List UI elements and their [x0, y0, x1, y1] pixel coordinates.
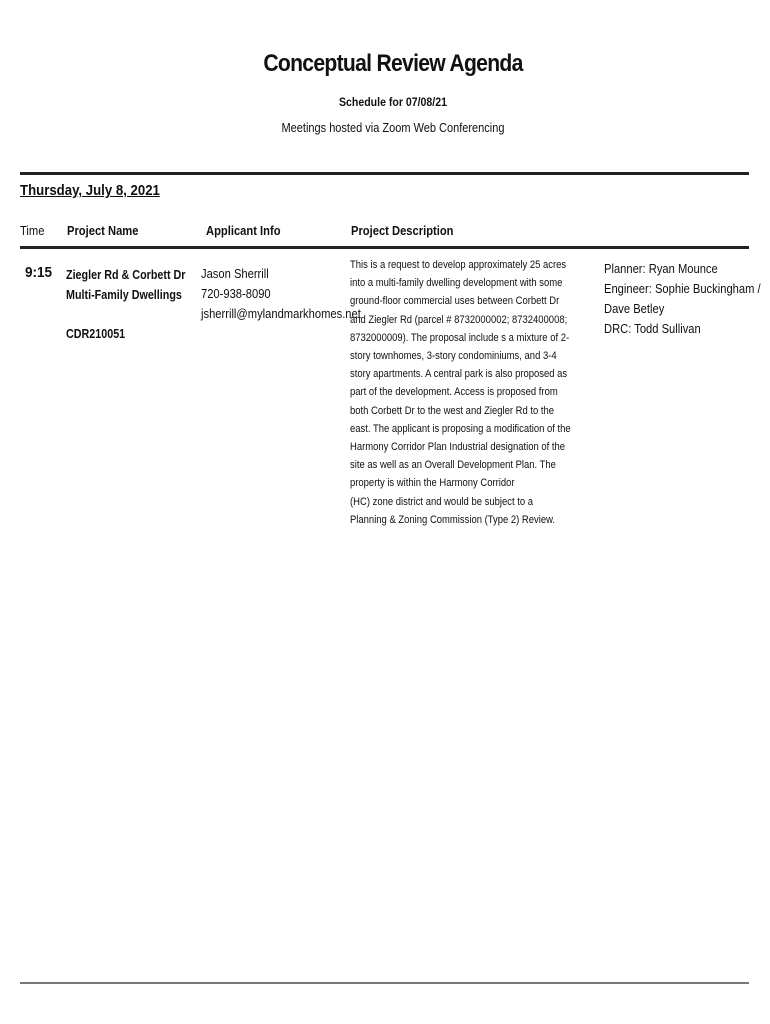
divider — [20, 172, 749, 175]
column-header-project-name: Project Name — [67, 223, 139, 238]
staff-assignments — [604, 259, 767, 339]
description-line: This is a request to develop approximately 25 acres — [350, 259, 567, 271]
applicant-name: Jason Sherrill — [201, 266, 269, 281]
description-line: both Corbett Dr to the west and Ziegler Rd to the — [350, 404, 555, 417]
description-line: east. The applicant is proposing a modification of the — [350, 422, 571, 435]
project-code: CDR210051 — [66, 327, 126, 341]
applicant-phone: 720-938-8090 — [201, 286, 271, 301]
day-heading: Thursday, July 8, 2021 — [20, 182, 160, 199]
description-line: part of the development. Access is proposed from — [350, 386, 558, 399]
project-name-line: Multi-Family Dwellings — [66, 288, 182, 302]
staff-planner: Planner: Ryan Mounce — [604, 261, 718, 276]
project-description — [350, 256, 571, 529]
row-time: 9:15 — [25, 264, 53, 281]
schedule-date: Schedule for 07/08/21 — [338, 95, 447, 109]
staff-engineer-continued: Dave Betley — [604, 301, 665, 316]
agenda-title: Conceptual Review Agenda — [263, 50, 523, 77]
project-name-line: Ziegler Rd & Corbett Dr — [66, 268, 186, 282]
description-line: into a multi-family dwelling development with some — [350, 277, 563, 290]
description-line: story townhomes, 3-story condominiums, and 3-4 — [350, 350, 557, 363]
project-name — [66, 265, 195, 305]
description-line: site as well as an Overall Development Plan. The — [350, 459, 556, 472]
column-header-time: Time — [20, 223, 45, 238]
column-header-applicant-info: Applicant Info — [206, 223, 281, 238]
meeting-note: Meetings hosted via Zoom Web Conferencing — [281, 121, 505, 135]
description-line: Harmony Corridor Plan Industrial designation of the — [350, 441, 566, 454]
description-line: story apartments. A central park is also proposed as — [350, 368, 568, 381]
applicant-email: jsherrill@mylandmarkhomes.net — [201, 306, 361, 321]
description-line: (HC) zone district and would be subject to a — [350, 495, 533, 508]
description-line: and Ziegler Rd (parcel # 8732000002; 8732400008; — [350, 313, 568, 326]
footer-divider — [20, 982, 749, 984]
description-line: 8732000009). The proposal include s a mixture of 2- — [350, 331, 570, 344]
divider — [20, 246, 749, 249]
applicant-info — [201, 264, 361, 324]
staff-engineer: Engineer: Sophie Buckingham / — [604, 281, 761, 296]
description-line: property is within the Harmony Corridor — [350, 477, 515, 490]
column-header-project-description: Project Description — [351, 223, 454, 238]
description-line: Planning & Zoning Commission (Type 2) Review. — [350, 513, 556, 526]
staff-drc: DRC: Todd Sullivan — [604, 321, 701, 336]
description-line: ground-floor commercial uses between Corbett Dr — [350, 295, 560, 308]
